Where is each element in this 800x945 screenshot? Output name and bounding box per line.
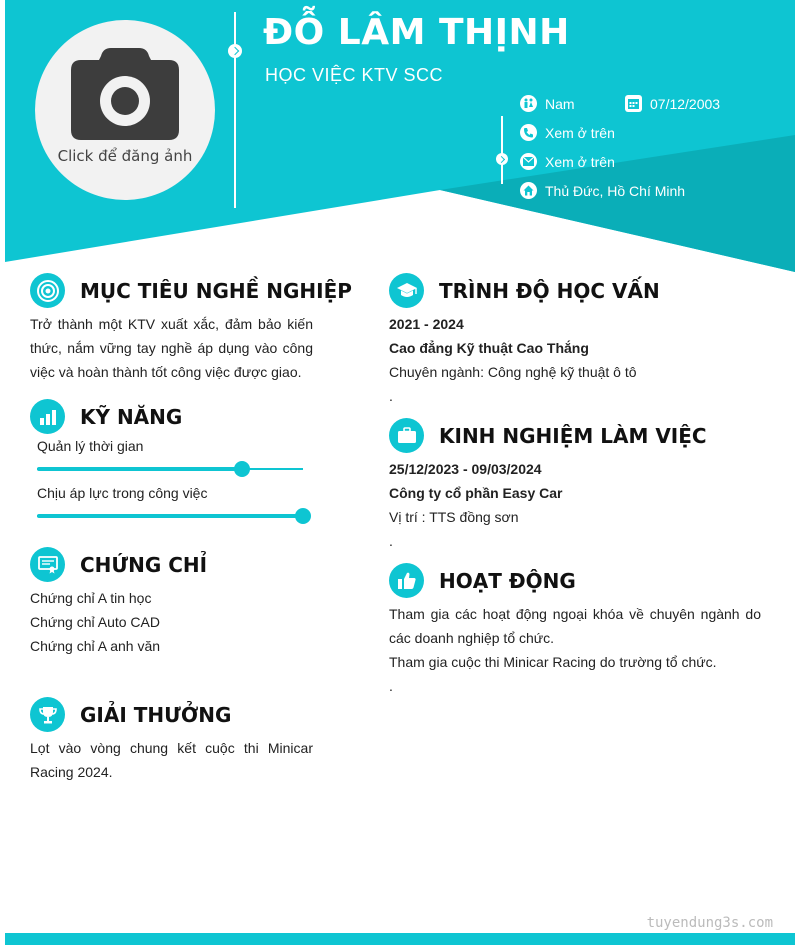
avatar-upload[interactable] [35, 20, 215, 200]
experience-period[interactable]: 25/12/2023 - 09/03/2024 [389, 461, 542, 477]
education-heading [389, 273, 660, 308]
graduation-cap-icon [389, 273, 424, 308]
experience-title: KINH NGHIỆM LÀM VIỆC [439, 423, 707, 448]
awards-heading [30, 697, 231, 732]
contact-birthday-text: 07/12/2003 [650, 95, 721, 112]
contact-phone-text: Xem ở trên [545, 124, 615, 141]
activities-item[interactable]: Tham gia cuộc thi Minicar Racing do trường tổ chức. [389, 654, 717, 670]
skill-level-fill [37, 467, 242, 471]
home-icon [520, 182, 537, 199]
skill-level-fill [37, 514, 303, 518]
activities-content [389, 602, 761, 698]
certificate-icon [30, 547, 65, 582]
contact-birthday[interactable] [625, 95, 720, 112]
education-title: TRÌNH ĐỘ HỌC VẤN [439, 278, 660, 303]
contact-email-text: Xem ở trên [545, 153, 615, 170]
target-icon [30, 273, 65, 308]
experience-content [389, 457, 761, 553]
contact-gender[interactable] [520, 95, 575, 112]
contact-phone[interactable] [520, 124, 615, 141]
thumbs-up-icon [389, 563, 424, 598]
candidate-name[interactable]: ĐỖ LÂM THỊNH [263, 12, 570, 53]
experience-company[interactable]: Công ty cổ phần Easy Car [389, 485, 563, 501]
education-content [389, 312, 761, 408]
education-school[interactable]: Cao đẳng Kỹ thuật Cao Thắng [389, 340, 589, 356]
contact-email[interactable] [520, 153, 615, 170]
certificate-item[interactable]: Chứng chỉ A tin học [30, 590, 152, 606]
skills-title: KỸ NĂNG [80, 404, 183, 429]
email-icon [520, 153, 537, 170]
skill-slider-handle[interactable] [234, 461, 250, 477]
avatar-upload-label: Click để đăng ảnh [57, 147, 193, 165]
contact-divider-dot [496, 153, 508, 165]
certificates-list [30, 586, 313, 658]
skill-label: Chịu áp lực trong công việc [37, 485, 208, 501]
header-divider-dot [228, 44, 242, 58]
experience-role[interactable]: Vị trí : TTS đồng sơn [389, 509, 519, 525]
contact-address-text: Thủ Đức, Hồ Chí Minh [545, 182, 686, 199]
objective-title: MỤC TIÊU NGHỀ NGHIỆP [80, 278, 352, 303]
certificate-item[interactable]: Chứng chỉ Auto CAD [30, 614, 160, 630]
awards-text[interactable]: Lọt vào vòng chung kết cuộc thi Minicar Racing 2024. [30, 740, 313, 780]
experience-extra[interactable]: . [389, 533, 393, 549]
activities-extra[interactable]: . [389, 678, 393, 694]
skills-heading [30, 399, 182, 434]
footer-bar [5, 933, 795, 945]
contact-divider [501, 116, 503, 184]
skill-label: Quản lý thời gian [37, 438, 144, 454]
activities-item[interactable]: Tham gia các hoạt động ngoại khóa về chuyên ngành do các doanh nghiệp tổ chức. [389, 606, 761, 646]
watermark: tuyendung3s.com [646, 915, 773, 931]
education-period[interactable]: 2021 - 2024 [389, 316, 464, 332]
certificate-item[interactable]: Chứng chỉ A anh văn [30, 638, 161, 654]
gender-icon [520, 95, 537, 112]
contact-gender-text: Nam [545, 95, 575, 112]
phone-icon [520, 124, 537, 141]
camera-icon [71, 46, 179, 142]
certificates-heading [30, 547, 207, 582]
contact-address[interactable] [520, 182, 685, 199]
calendar-icon [625, 95, 642, 112]
activities-title: HOẠT ĐỘNG [439, 568, 576, 593]
header-divider [234, 12, 236, 208]
bar-chart-icon [30, 399, 65, 434]
education-major[interactable]: Chuyên ngành: Công nghệ kỹ thuật ô tô [389, 364, 637, 380]
certificates-title: CHỨNG CHỈ [80, 552, 208, 577]
activities-heading [389, 563, 576, 598]
briefcase-icon [389, 418, 424, 453]
experience-heading [389, 418, 707, 453]
objective-heading [30, 273, 352, 308]
candidate-position[interactable]: HỌC VIỆC KTV SCC [265, 65, 444, 85]
objective-text[interactable]: Trở thành một KTV xuất xắc, đảm bảo kiến thức, nắm vững tay nghề áp dụng vào công việc và hoàn thành tốt công việc được giao. [30, 316, 313, 380]
education-extra[interactable]: . [389, 388, 393, 404]
skill-slider-handle[interactable] [295, 508, 311, 524]
awards-title: GIẢI THƯỞNG [80, 702, 232, 727]
trophy-icon [30, 697, 65, 732]
